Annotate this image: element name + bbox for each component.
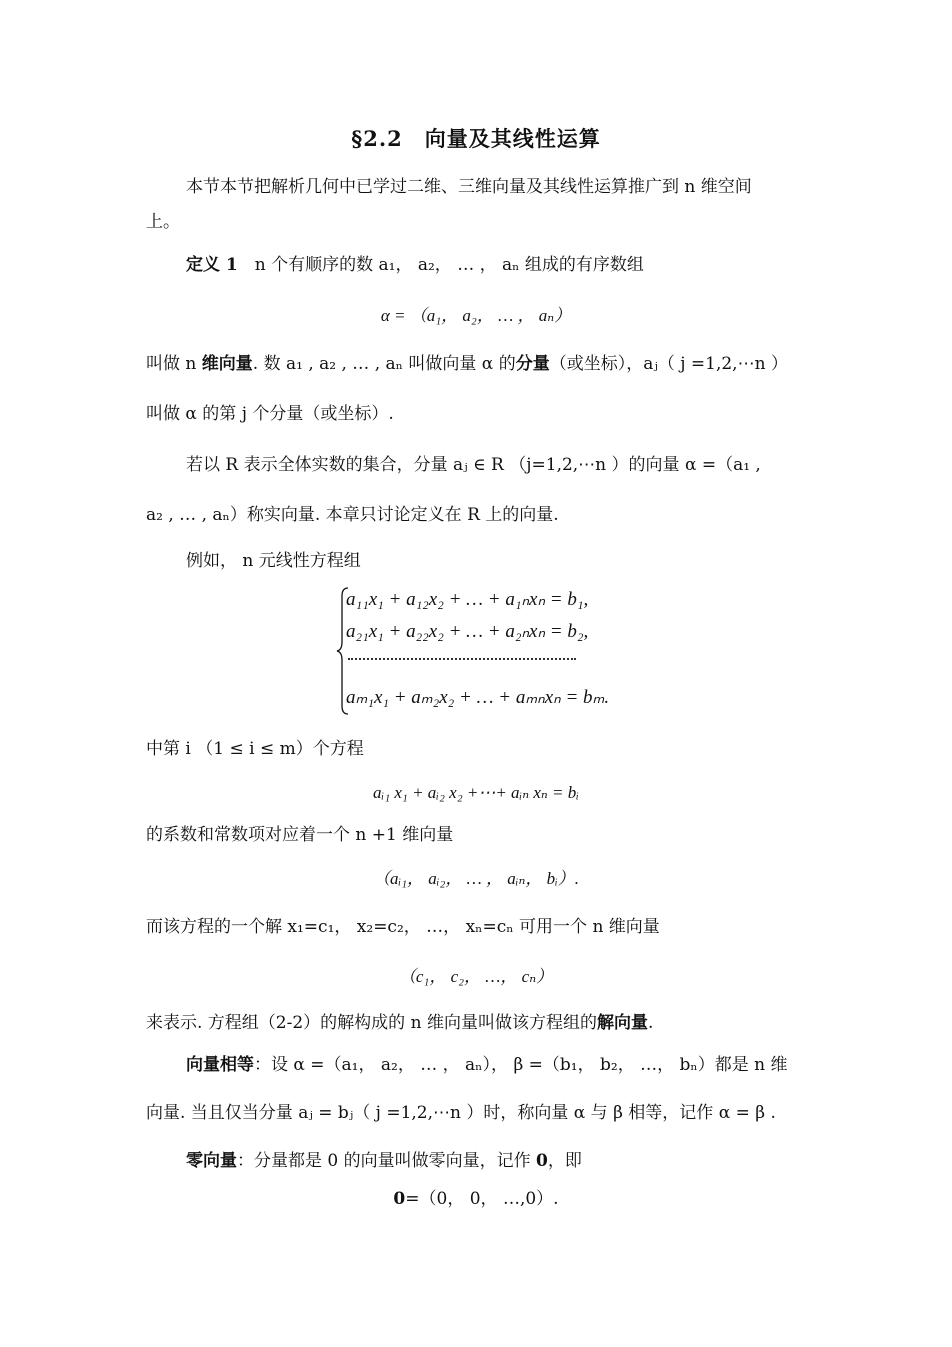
definition-1-line-3: [146, 351, 788, 377]
zero-symbol: 0: [536, 1151, 548, 1171]
definition-1-line-4: 叫做 α 的第 j 个分量（或坐标）.: [146, 404, 394, 424]
component-term: 分量: [515, 354, 550, 374]
ith-equation-intro: 中第 i （1 ≤ i ≤ m）个方程: [146, 739, 364, 759]
ellipsis-row: [348, 658, 576, 660]
coefficient-line: 的系数和常数项对应着一个 n +1 维向量: [146, 825, 454, 845]
intro-line-1: 本节本节把解析几何中已学过二维、三维向量及其线性运算推广到 n 维空间: [186, 177, 752, 197]
zero-vector-term: 零向量: [186, 1151, 237, 1171]
coefficient-vector: （aᵢ₁， aᵢ₂， … ， aᵢₙ， bᵢ）.: [372, 869, 580, 888]
zero-vector-line: [186, 1148, 582, 1174]
intro-line-2: 上。: [146, 212, 180, 232]
real-vector-line-2: a₂ , … , aₙ）称实向量. 本章只讨论定义在 R 上的向量.: [146, 505, 559, 525]
linear-system: [336, 586, 636, 716]
vector-equality-term: 向量相等: [186, 1055, 254, 1075]
ith-equation: aᵢ₁ x₁ + aᵢ₂ x₂ +⋯+ aᵢₙ xₙ = bᵢ: [373, 783, 579, 802]
vector-alpha-formula: α = （a₁， a₂， … ， aₙ）: [380, 306, 572, 325]
solvec-pre: 来表示. 方程组（2-2）的解构成的 n 维向量叫做该方程组的: [146, 1013, 597, 1033]
zero-text-pre: ：分量都是 0 的向量叫做零向量，记作: [237, 1151, 537, 1171]
solution-vector-line: [146, 1010, 653, 1036]
def-text-pre: 叫做 n: [146, 354, 202, 374]
example-intro: 例如， n 元线性方程组: [186, 551, 361, 571]
equation-row-1: a₁₁x₁ + a₁₂x₂ + … + a₁ₙxₙ = b₁,: [346, 589, 589, 610]
zero-text-post: ，即: [547, 1151, 582, 1171]
solution-vector: （c₁， c₂， …， cₙ）: [398, 967, 554, 986]
vector-equality-line-1: [186, 1052, 788, 1078]
equation-row-m: aₘ₁x₁ + aₘ₂x₂ + … + aₘₙxₙ = bₘ.: [346, 687, 610, 708]
definition-1-label: 定义 1: [186, 255, 238, 275]
n-dim-vector-term: 维向量: [201, 354, 253, 374]
section-title: §2.2 向量及其线性运算: [351, 126, 601, 151]
solvec-post: .: [647, 1013, 654, 1033]
zero-vector-formula: [0, 1186, 952, 1212]
vector-equality-line-2: 向量. 当且仅当分量 aⱼ = bⱼ（ j =1,2,⋯n ）时，称向量 α 与 β 相等，记作 α = β .: [146, 1103, 776, 1123]
zero-formula-text: =（0， 0， …,0）.: [405, 1189, 559, 1209]
equation-row-2: a₂₁x₁ + a₂₂x₂ + … + a₂ₙxₙ = b₂,: [346, 621, 589, 642]
zero-formula-symbol: 0: [393, 1189, 406, 1209]
solution-vector-term: 解向量: [596, 1013, 648, 1033]
solution-line: 而该方程的一个解 x₁=c₁， x₂=c₂， …， xₙ=cₙ 可用一个 n 维向量: [146, 917, 660, 937]
definition-1-line: [186, 252, 644, 278]
def-text-post: （或坐标），aⱼ（ j =1,2,⋯n ）: [549, 354, 788, 374]
vector-equality-text: ：设 α =（a₁， a₂， … ， aₙ）， β =（b₁， b₂， …， bₙ）都是 n 维: [254, 1055, 788, 1075]
definition-1-text: n 个有顺序的数 a₁， a₂， … ， aₙ 组成的有序数组: [254, 255, 644, 275]
def-text-mid: . 数 a₁ , a₂ , … , aₙ 叫做向量 α 的: [252, 354, 516, 374]
real-vector-line-1: 若以 R 表示全体实数的集合，分量 aⱼ ∈ R （j=1,2,⋯n ）的向量 α =（a₁ ,: [186, 455, 761, 475]
